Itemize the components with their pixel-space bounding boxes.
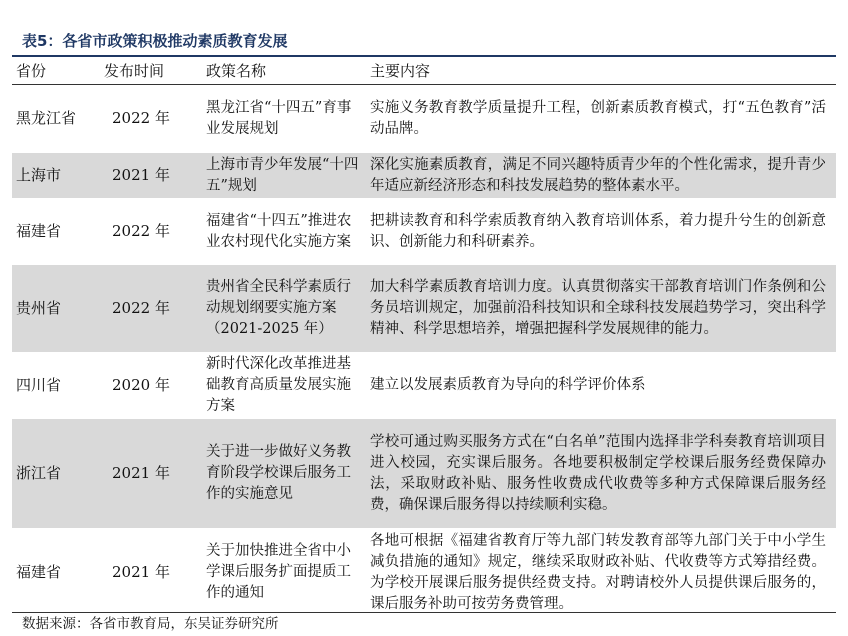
table-row — [12, 199, 836, 265]
cell-content: 把耕读教育和科学索质教育纳入教育培训体系，着力提升兮生的创新意识、创新能力和科研素养。 — [366, 199, 836, 265]
table-row — [12, 419, 836, 529]
cell-policy: 关于进一步做好义务教育阶段学校课后服务工作的实施意见 — [202, 419, 366, 529]
header-year: 发布时间 — [100, 57, 202, 85]
table-header-row — [12, 57, 836, 85]
cell-content: 深化实施素质教育，满足不同兴趣特质青少年的个性化需求，提升青少年适应新经济形态和科技发展趋势的整体素水平。 — [366, 153, 836, 199]
cell-year: 2021 年 — [100, 419, 202, 529]
cell-content: 实施义务教育教学质量提升工程，创新素质教育模式，打“五色教育”活动品牌。 — [366, 85, 836, 153]
cell-policy: 上海市青少年发展“十四五”规划 — [202, 153, 366, 199]
cell-province: 福建省 — [12, 199, 100, 265]
cell-province: 四川省 — [12, 353, 100, 419]
bottom-rule — [12, 612, 836, 613]
cell-province: 上海市 — [12, 153, 100, 199]
cell-content: 学校可通过购买服务方式在“白名单”范围内选择非学科奏教育培训项目进入校园，充实课后服务。各地要积极制定学校课后服务经费保障办法，采取财政补贴、服务性收费成代收费等多种方式保障课后服务经费，确保课后服务得以持续顺利实稳。 — [366, 419, 836, 529]
cell-content: 建立以发展素质教育为导向的科学评价体系 — [366, 353, 836, 419]
cell-year: 2022 年 — [100, 265, 202, 353]
cell-province: 浙江省 — [12, 419, 100, 529]
header-province: 省份 — [12, 57, 100, 85]
header-content: 主要内容 — [366, 57, 836, 85]
cell-year: 2020 年 — [100, 353, 202, 419]
table-row — [12, 265, 836, 353]
table-title: 表5：各省市政策积极推动素质教育发展 — [22, 32, 288, 50]
source-note: 数据来源：各省市教育局，东吴证券研究所 — [22, 616, 279, 632]
cell-province: 贵州省 — [12, 265, 100, 353]
cell-policy: 黑龙江省“十四五”育事业发展规划 — [202, 85, 366, 153]
header-policy: 政策名称 — [202, 57, 366, 85]
policy-table — [12, 57, 836, 617]
table-row — [12, 353, 836, 419]
table-row — [12, 529, 836, 617]
cell-policy: 关于加快推进全省中小学课后服务扩面提质工作的通知 — [202, 529, 366, 617]
cell-policy: 新时代深化改革推进基础教育高质量发展实施方案 — [202, 353, 366, 419]
cell-content: 加大科学素质教育培训力度。认真贯彻落实干部教育培训门作条例和公务员培训规定，加强前沿科技知识和全球科技发展趋势学习，突出科学精神、科学思想培养，增强把握科学发展规律的能力。 — [366, 265, 836, 353]
cell-province: 黑龙江省 — [12, 85, 100, 153]
cell-content: 各地可根据《福建省教育厅等九部门转发教育部等九部门关于中小学生减负措施的通知》规定，继续采取财政补贴、代收费等方式筹措经费。为学校开展课后服务提供经费支持。对聘请校外人员提供课后服务的，课后服务补助可按劳务费管理。 — [366, 529, 836, 617]
table-row — [12, 153, 836, 199]
cell-province: 福建省 — [12, 529, 100, 617]
cell-year: 2021 年 — [100, 529, 202, 617]
table-row — [12, 85, 836, 153]
cell-policy: 贵州省全民科学素质行动规划纲要实施方案（2021-2025 年） — [202, 265, 366, 353]
cell-year: 2022 年 — [100, 85, 202, 153]
cell-year: 2021 年 — [100, 153, 202, 199]
cell-year: 2022 年 — [100, 199, 202, 265]
cell-policy: 福建省“十四五”推进农业农村现代化实施方案 — [202, 199, 366, 265]
